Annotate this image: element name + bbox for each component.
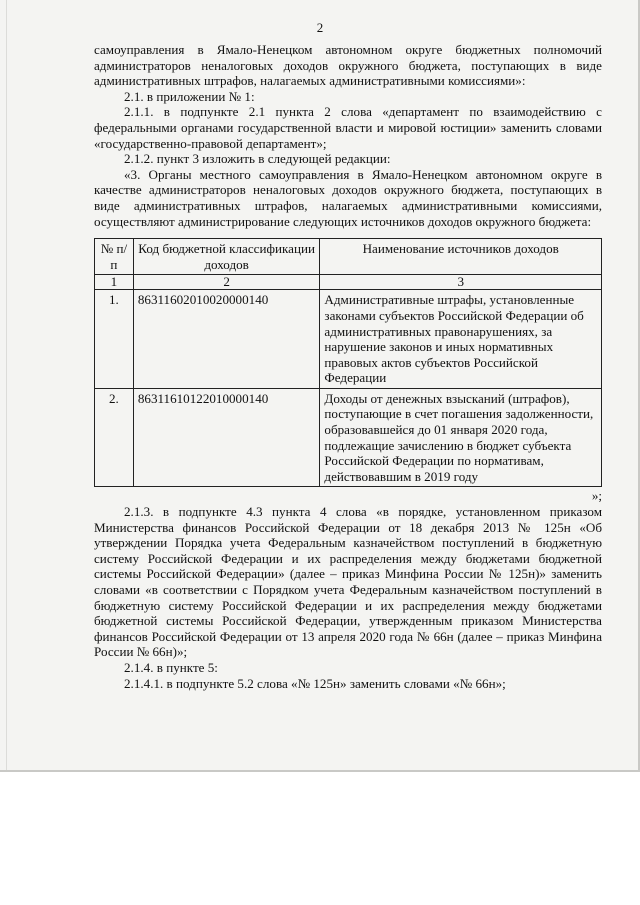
income-sources-table (94, 238, 602, 487)
paragraph-continuation: самоуправления в Ямало-Ненецком автономном округе бюджетных полномочий администраторов неналоговых доходов окружного бюджета, поступающих в виде административных штрафов, налагаемых административными комиссиями»: (94, 42, 602, 89)
header-name: Наименование источников доходов (320, 239, 602, 275)
row-number: 2. (95, 388, 134, 487)
column-number-row (95, 275, 602, 290)
paragraph-2-1-1: 2.1.1. в подпункте 2.1 пункта 2 слова «департамент по взаимодействию с федеральными органами государственной власти и мировой юстиции» заменить словами «государственно-правовой департамент»; (94, 104, 602, 151)
column-number: 2 (133, 275, 320, 290)
row-number: 1. (95, 290, 134, 389)
column-number: 3 (320, 275, 602, 290)
paragraph-2-1-4-1: 2.1.4.1. в подпункте 5.2 слова «№ 125н» заменить словами «№ 66н»; (124, 675, 506, 691)
paragraph-2-1-4: 2.1.4. в пункте 5: (124, 659, 218, 675)
table-header-row (95, 239, 602, 275)
table-row (95, 290, 602, 389)
document-body (94, 42, 602, 691)
budget-code: 86311602010020000140 (133, 290, 320, 389)
income-source-name: Доходы от денежных взысканий (штрафов), поступающие в счет погашения задолженности, образовавшейся до 01 января 2020 года, подлежащие зачислению в бюджет субъекта Российской Федерации по нормативам, действовавшим в 2019 году (320, 388, 602, 487)
paragraph-item-3: «3. Органы местного самоуправления в Ямало-Ненецком автономном округе в качестве администраторов неналоговых доходов окружного бюджета, поступающих в виде административных штрафов, налагаемых административными комиссиями, осуществляют администрирование следующих источников доходов окружного бюджета: (94, 166, 602, 229)
paragraph-2-1-2: 2.1.2. пункт 3 изложить в следующей редакции: (124, 151, 391, 167)
table-row (95, 388, 602, 487)
header-code: Код бюджетной классификации доходов (133, 239, 320, 275)
header-number: № п/п (95, 239, 134, 275)
closing-quote-mark: »; (591, 488, 602, 504)
budget-code: 86311610122010000140 (133, 388, 320, 487)
column-number: 1 (95, 275, 134, 290)
paragraph-2-1: 2.1. в приложении № 1: (124, 88, 255, 104)
income-source-name: Административные штрафы, установленные законами субъектов Российской Федерации об административных правонарушениях, за нарушение законов и иных нормативных правовых актов субъектов Российской Федерации (320, 290, 602, 389)
paragraph-2-1-3: 2.1.3. в подпункте 4.3 пункта 4 слова «в порядке, установленном приказом Министерства финансов Российской Федерации от 18 декабря 2013 № 125н «Об утверждении Порядка учета Федеральным казначейством поступлений в бюджетную систему Российской Федерации и их распределения между бюджетами бюджетной системы Российской Федерации» (далее – приказ Минфина России № 125н)» заменить словами «в соответствии с Порядком учета Федеральным казначейством поступлений в бюджетную систему Российской Федерации и их распределения между бюджетами бюджетной системы Российской Федерации, утвержденным приказом Министерства финансов Российской Федерации от 13 апреля 2020 года № 66н (далее – приказ Минфина России № 66н)»; (94, 504, 602, 660)
page-number: 2 (316, 20, 324, 35)
